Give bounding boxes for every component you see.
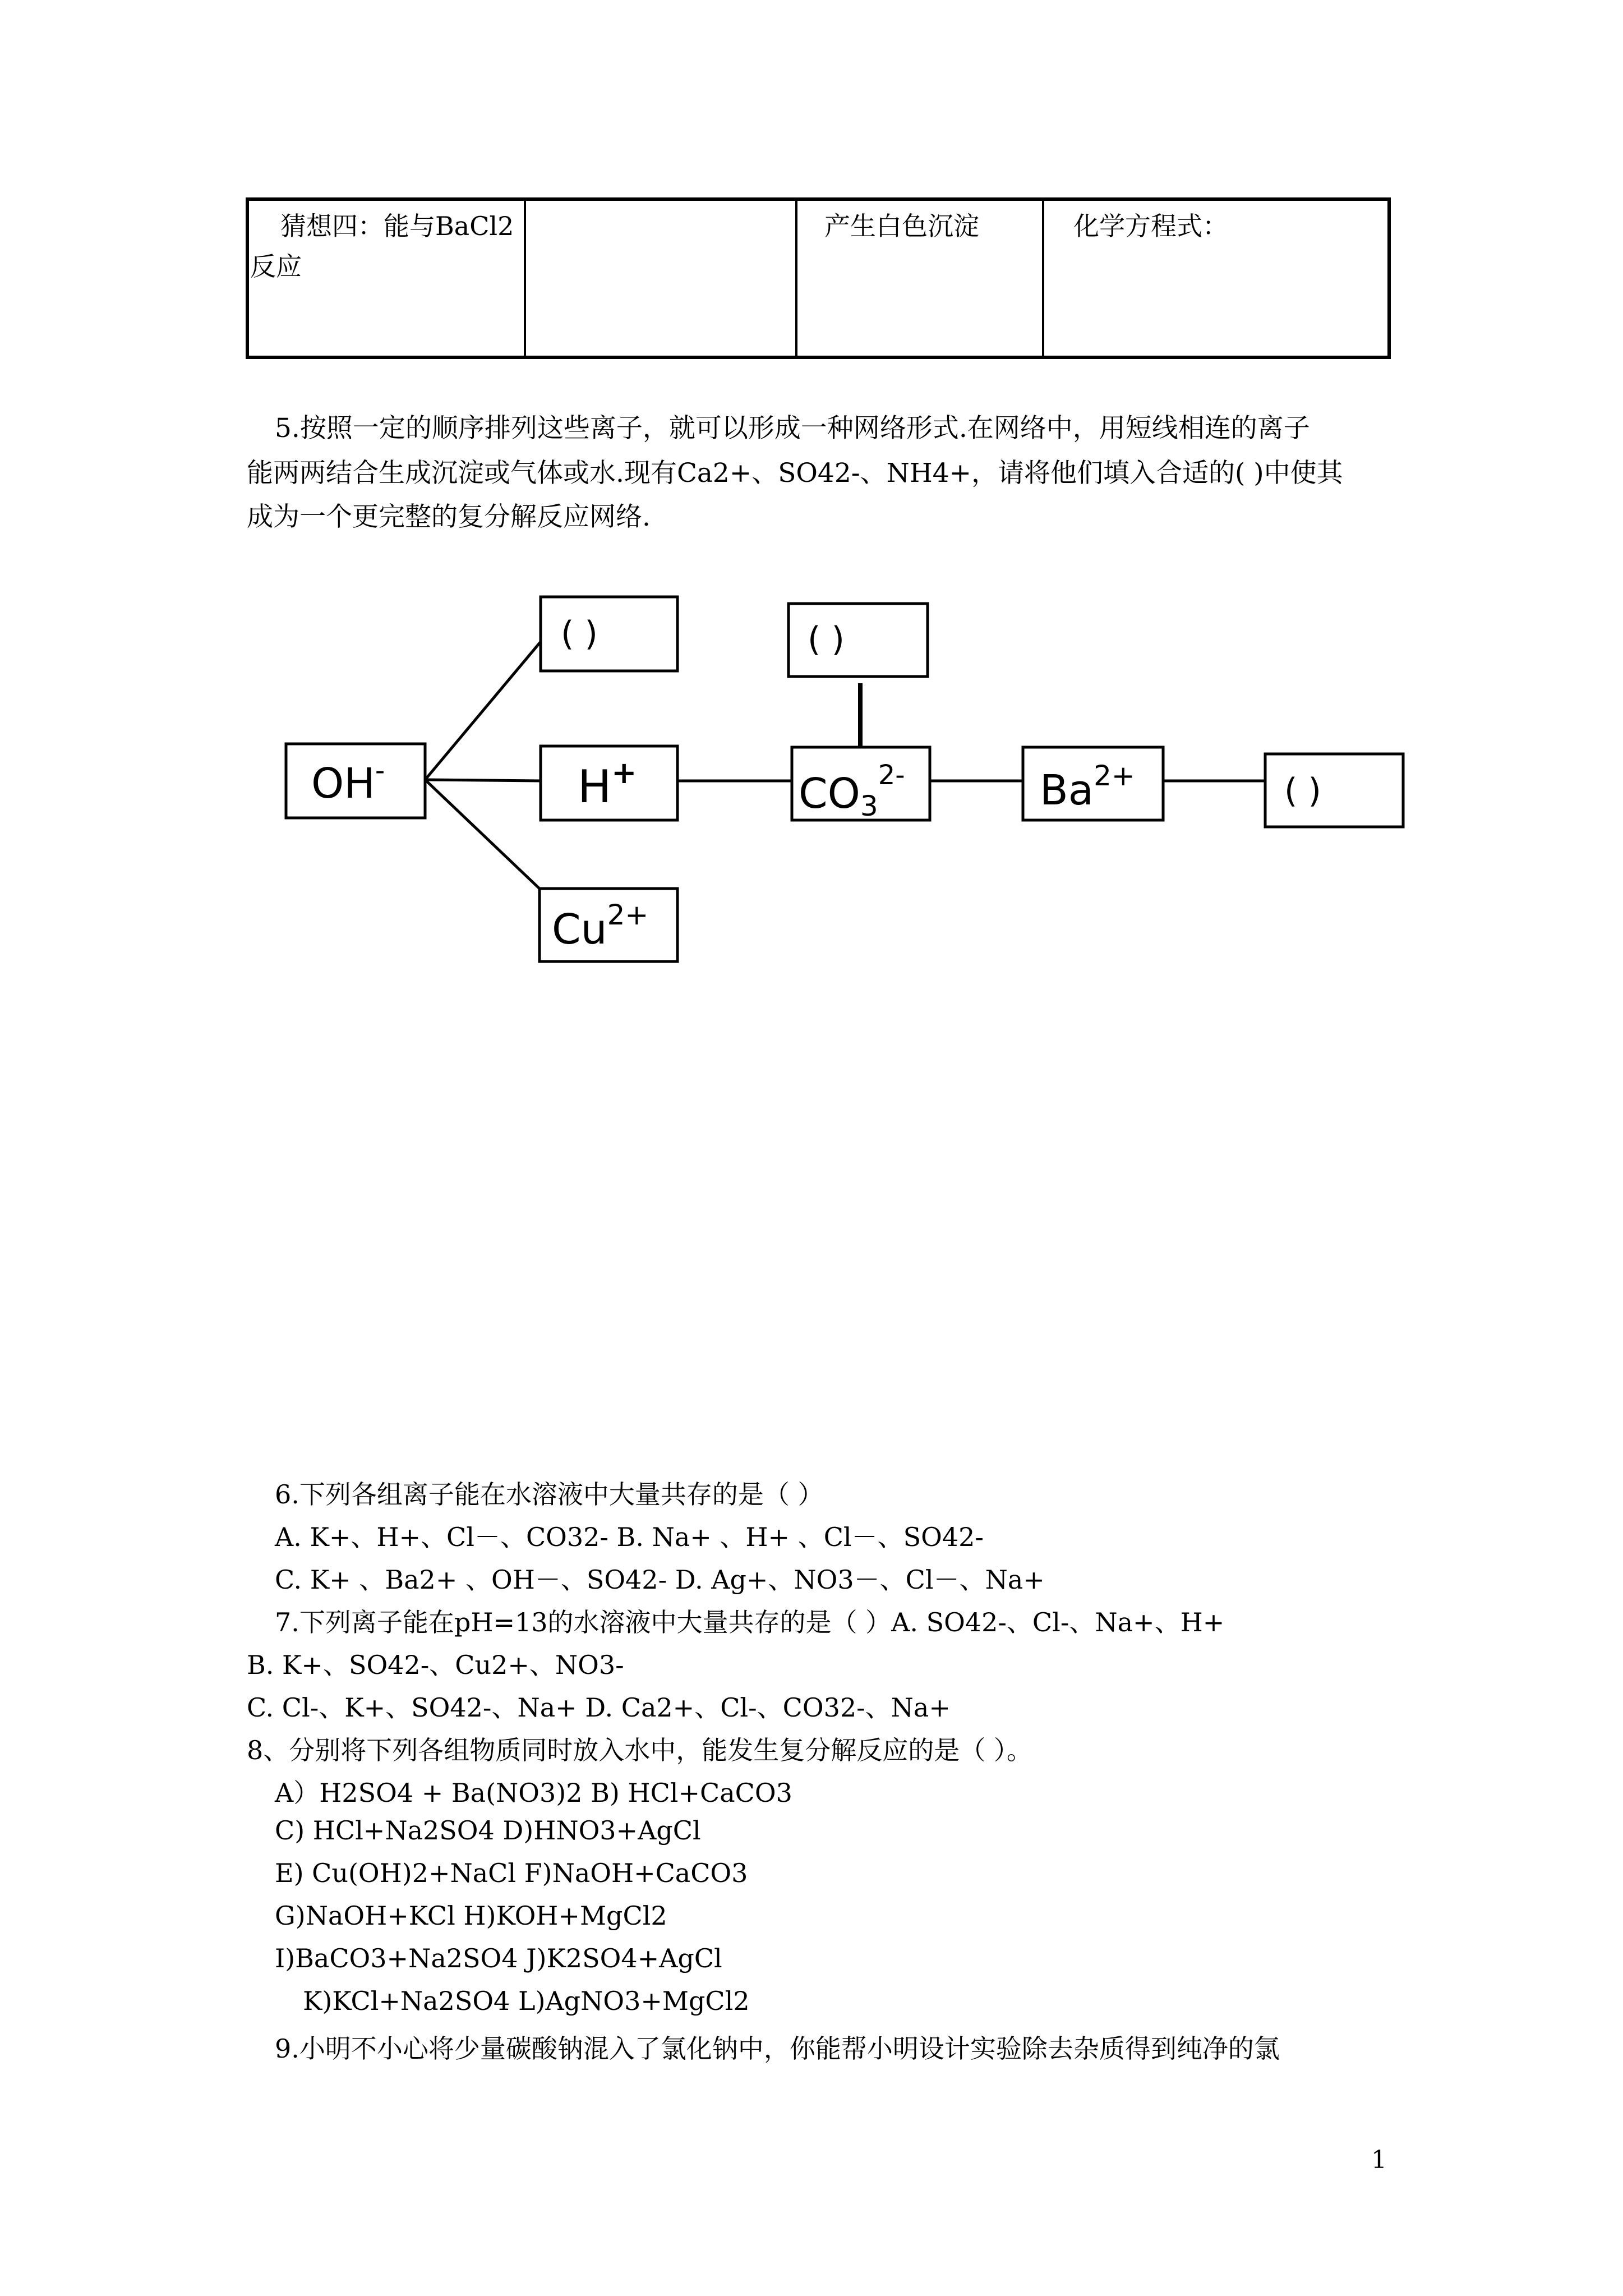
question-6: 6.下列各组离子能在水溶液中大量共存的是（ ）	[275, 1479, 824, 1510]
cell-hypothesis-text-2: 反应	[250, 251, 302, 282]
question-8: 8、分别将下列各组物质同时放入水中，能发生复分解反应的是（ ）。	[247, 1735, 1032, 1765]
question-5-line-2: 能两两结合生成沉淀或气体或水.现有Ca2+、SO42-、NH4+，请将他们填入合适的( )中使其	[247, 458, 1343, 489]
blank-right: ( )	[1284, 771, 1321, 811]
question-5-line-1: 5.按照一定的顺序排列这些离子，就可以形成一种网络形式.在网络中，用短线相连的离子	[275, 413, 1310, 444]
ion-h: H+	[578, 755, 637, 813]
blank-top-right: ( )	[808, 620, 845, 659]
reaction-network-diagram	[0, 0, 1623, 1010]
question-8-options-ij: I)BaCO3+Na2SO4 J)K2SO4+AgCl	[275, 1943, 722, 1973]
question-8-options-gh: G)NaOH+KCl H)KOH+MgCl2	[275, 1901, 667, 1931]
ion-ba: $Ba^{2+}$	[1040, 760, 1135, 815]
page-number: 1	[1371, 2146, 1387, 2174]
question-7-option-b: B. K+、SO42-、Cu2+、NO3-	[247, 1650, 624, 1680]
line-oh-h	[425, 780, 541, 781]
question-8-options-kl: K)KCl+Na2SO4 L)AgNO3+MgCl2	[303, 1986, 750, 2016]
question-8-options-ab: A）H2SO4 + Ba(NO3)2 B) HCl+CaCO3	[275, 1778, 792, 1808]
cell-equation-text: 化学方程式：	[1073, 211, 1228, 241]
question-7: 7.下列离子能在pH=13的水溶液中大量共存的是（ ）A. SO42-、Cl-、Na+、H+	[275, 1607, 1225, 1637]
question-7-options-cd: C. Cl-、K+、SO42-、Na+ D. Ca2+、Cl-、CO32-、Na+	[247, 1692, 951, 1723]
blank-top-left: ( )	[561, 614, 598, 654]
question-6-options-ab: A. K+、H+、Cl－、CO32- B. Na+ 、H+ 、Cl－、SO42-	[275, 1522, 984, 1552]
ion-co3: $CO3^{2-}$	[799, 760, 905, 822]
line-oh-cu	[425, 780, 541, 890]
cell-phenomenon-text: 产生白色沉淀	[824, 211, 979, 241]
question-5-line-3: 成为一个更完整的复分解反应网络.	[247, 501, 651, 532]
cell-hypothesis-text: 猜想四：能与BaCl2	[280, 211, 514, 241]
line-oh-blank	[425, 642, 541, 780]
question-8-options-cd: C) HCl+Na2SO4 D)HNO3+AgCl	[275, 1815, 701, 1846]
question-8-options-ef: E) Cu(OH)2+NaCl F)NaOH+CaCO3	[275, 1858, 748, 1888]
ion-cu: $Cu^{2+}$	[552, 899, 649, 954]
questions-block	[247, 1474, 1396, 2091]
ion-oh: OH-	[311, 755, 385, 808]
question-6-options-cd: C. K+ 、Ba2+ 、OH－、SO42- D. Ag+、NO3－、Cl－、Na+	[275, 1565, 1045, 1595]
question-9: 9.小明不小心将少量碳酸钠混入了氯化钠中，你能帮小明设计实验除去杂质得到纯净的氯	[275, 2033, 1280, 2064]
